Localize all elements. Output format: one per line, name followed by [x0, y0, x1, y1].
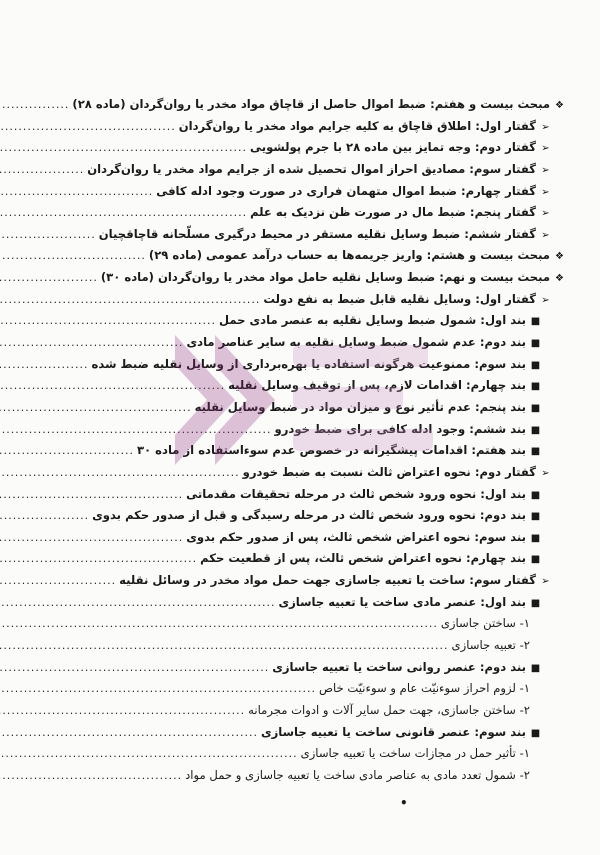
toc-entry-title: ۱- تأثیر حمل در مجازات ساخت یا تعبیه جاسازی: [300, 746, 530, 761]
dot-leader: [0, 440, 134, 462]
toc-entry-title: بند اول: عنصر مادی ساخت یا تعبیه جاسازی: [278, 594, 526, 609]
toc-entry: [30, 159, 566, 181]
toc-entry: [30, 397, 566, 419]
dot-leader: [0, 116, 176, 138]
diamond-bullet-icon: [553, 268, 566, 290]
toc-entry-title: گفتار دوم: وجه تمایز بین ماده ۲۸ با جرم پولشویی: [249, 140, 536, 155]
toc-entry-title: گفتار اول: اطلاق قاچاق به کلیه جرایم مواد مخدر یا روان‌گردان: [178, 118, 536, 133]
dot-leader: [0, 159, 84, 181]
arrow-bullet-icon: [539, 182, 552, 204]
toc-entry-title: بند هفتم: اقدامات پیشگیرانه در خصوص عدم سوءاستفاده از ماده ۳۰: [136, 443, 526, 458]
toc-entry: [30, 419, 566, 441]
dot-leader: [0, 462, 240, 484]
dot-leader: [0, 570, 116, 592]
toc-entry: [30, 548, 566, 570]
toc-entry-title: ۲- تعبیه جاسازی: [451, 638, 530, 653]
diamond-bullet-icon: [553, 95, 566, 117]
toc-entry-title: گفتار سوم: ساخت یا تعبیه جاسازی جهت حمل مواد مخدر در وسائل نقلیه: [119, 573, 536, 588]
arrow-bullet-icon: [539, 160, 552, 182]
dot-leader: [0, 310, 216, 332]
toc-entry-title: ۱- ساختن جاسازی: [440, 616, 530, 631]
toc-entry: [30, 310, 566, 332]
toc-entry: [30, 765, 566, 787]
square-bullet-icon: [529, 420, 542, 442]
arrow-bullet-icon: [539, 203, 552, 225]
toc-entry-title: گفتار چهارم: ضبط اموال متهمان فراری در صورت وجود ادله کافی: [156, 183, 536, 198]
toc-entry: [30, 224, 566, 246]
toc-entry: [30, 332, 566, 354]
dot-leader: [0, 613, 438, 635]
diamond-bullet-icon: [553, 246, 566, 268]
dot-leader: [0, 137, 247, 159]
dot-leader: [0, 397, 192, 419]
dot-leader: [0, 224, 96, 246]
toc-entry: [30, 613, 566, 635]
arrow-bullet-icon: [539, 571, 552, 593]
dot-leader: [0, 419, 272, 441]
toc-entry-title: بند سوم: عنصر قانونی ساخت یا تعبیه جاسازی: [260, 724, 526, 739]
toc-entry-title: گفتار دوم: نحوه اعتراض ثالث نسبت به ضبط خودرو: [242, 464, 536, 479]
square-bullet-icon: [529, 485, 542, 507]
dot-leader: [0, 267, 98, 289]
toc-entry: [30, 635, 566, 657]
dot-leader: [0, 592, 275, 614]
dot-leader: [0, 505, 89, 527]
toc-entry: [30, 505, 566, 527]
square-bullet-icon: [529, 398, 542, 420]
toc-entry-title: بند پنجم: عدم تأثیر نوع و میزان مواد در ضبط وسایل نقلیه: [194, 399, 526, 414]
arrow-bullet-icon: [539, 138, 552, 160]
table-of-contents: [30, 94, 566, 787]
toc-entry: [30, 137, 566, 159]
dot-leader: [0, 765, 182, 787]
toc-entry: [30, 592, 566, 614]
toc-entry: [30, 657, 566, 679]
toc-entry-title: ۲- شمول تعدد مادی به عناصر مادی ساخت یا تعبیه جاسازی و حمل مواد: [185, 767, 530, 782]
toc-entry-title: بند دوم: عدم شمول ضبط وسایل نقلیه به سایر عناصر مادی: [186, 335, 526, 350]
toc-entry-title: گفتار پنجم: ضبط مال در صورت ظن نزدیک به علم: [250, 205, 536, 220]
toc-entry-title: بند دوم: نحوه ورود شخص ثالث در مرحله رسیدگی و قبل از صدور حکم بدوی: [92, 508, 526, 523]
square-bullet-icon: [529, 333, 542, 355]
dot-leader: [0, 484, 183, 506]
arrow-bullet-icon: [539, 463, 552, 485]
dot-leader: [0, 354, 89, 376]
toc-entry: [30, 722, 566, 744]
toc-entry-title: مبحث بیست و نهم: ضبط وسایل نقلیه حامل مواد مخدر یا روان‌گردان (ماده ۳۰): [100, 270, 550, 285]
square-bullet-icon: [529, 311, 542, 333]
dot-leader: [0, 289, 260, 311]
square-bullet-icon: [529, 658, 542, 680]
toc-entry: [30, 181, 566, 203]
dot-leader: [0, 202, 247, 224]
arrow-bullet-icon: [539, 290, 552, 312]
toc-entry-title: مبحث بیست و هشتم: واریز جریمه‌ها به حساب درآمد عمومی (ماده ۲۹): [148, 248, 550, 263]
footer-mark: •: [400, 796, 408, 810]
arrow-bullet-icon: [539, 225, 552, 247]
toc-entry: [30, 375, 566, 397]
dot-leader: [0, 678, 316, 700]
toc-entry-title: بند ششم: وجود ادله کافی برای ضبط خودرو: [274, 421, 526, 436]
dot-leader: [0, 743, 298, 765]
toc-entry-title: گفتار سوم: مصادیق احراز اموال تحصیل شده از جرایم مواد مخدر یا روان‌گردان: [87, 161, 536, 176]
square-bullet-icon: [529, 528, 542, 550]
toc-entry: [30, 527, 566, 549]
toc-entry-title: بند چهارم: اقدامات لازم، پس از توقیف وسایل نقلیه: [228, 378, 526, 393]
toc-entry-title: بند دوم: عنصر روانی ساخت یا تعبیه جاسازی: [272, 659, 526, 674]
toc-entry: [30, 202, 566, 224]
dot-leader: [0, 548, 197, 570]
toc-entry-title: بند چهارم: نحوه اعتراض شخص ثالث، پس از قطعیت حکم: [200, 551, 526, 566]
square-bullet-icon: [529, 593, 542, 615]
dot-leader: [0, 722, 258, 744]
square-bullet-icon: [529, 376, 542, 398]
toc-entry: [30, 678, 566, 700]
toc-entry-title: بند سوم: نحوه اعتراض شخص ثالث، پس از صدور حکم بدوی: [186, 529, 526, 544]
dot-leader: [0, 700, 245, 722]
toc-entry: [30, 462, 566, 484]
toc-entry-title: بند اول: شمول ضبط وسایل نقلیه به عنصر مادی حمل: [219, 313, 526, 328]
toc-entry: [30, 94, 566, 116]
toc-entry: [30, 440, 566, 462]
square-bullet-icon: [529, 355, 542, 377]
toc-entry: [30, 354, 566, 376]
toc-entry: [30, 743, 566, 765]
square-bullet-icon: [529, 441, 542, 463]
toc-entry: [30, 570, 566, 592]
dot-leader: [0, 375, 225, 397]
dot-leader: [0, 527, 183, 549]
toc-entry-title: مبحث بیست و هفتم: ضبط اموال حاصل از قاچاق مواد مخدر یا روان‌گردان (ماده ۲۸): [72, 97, 550, 111]
toc-entry: [30, 116, 566, 138]
toc-entry-title: ۱- لزوم احراز سوءنیّت عام و سوءنیّت خاص: [319, 681, 530, 696]
square-bullet-icon: [529, 549, 542, 571]
toc-entry-title: بند اول: نحوه ورود شخص ثالث در مرحله تحقیقات مقدماتی: [186, 486, 526, 501]
toc-entry-title: بند سوم: ممنوعیت هرگونه استفاده یا بهره‌برداری از وسایل نقلیه ضبط شده: [91, 356, 526, 371]
dot-leader: [0, 635, 449, 657]
toc-entry-title: گفتار ششم: ضبط وسایل نقلیه مستقر در محیط درگیری مسلّحانه قاچاقچیان: [98, 226, 536, 241]
dot-leader: [0, 245, 146, 267]
toc-entry: [30, 289, 566, 311]
dot-leader: [0, 94, 69, 116]
dot-leader: [0, 181, 153, 203]
dot-leader: [0, 332, 184, 354]
toc-entry: [30, 245, 566, 267]
toc-entry: [30, 267, 566, 289]
dot-leader: [0, 657, 269, 679]
toc-entry-title: گفتار اول: وسایل نقلیه قابل ضبط به نفع دولت: [263, 291, 536, 306]
square-bullet-icon: [529, 506, 542, 528]
toc-entry: [30, 700, 566, 722]
arrow-bullet-icon: [539, 117, 552, 139]
toc-entry: [30, 484, 566, 506]
square-bullet-icon: [529, 723, 542, 745]
toc-entry-title: ۲- ساختن جاسازی، جهت حمل سایر آلات و ادوات مجرمانه: [248, 702, 530, 717]
